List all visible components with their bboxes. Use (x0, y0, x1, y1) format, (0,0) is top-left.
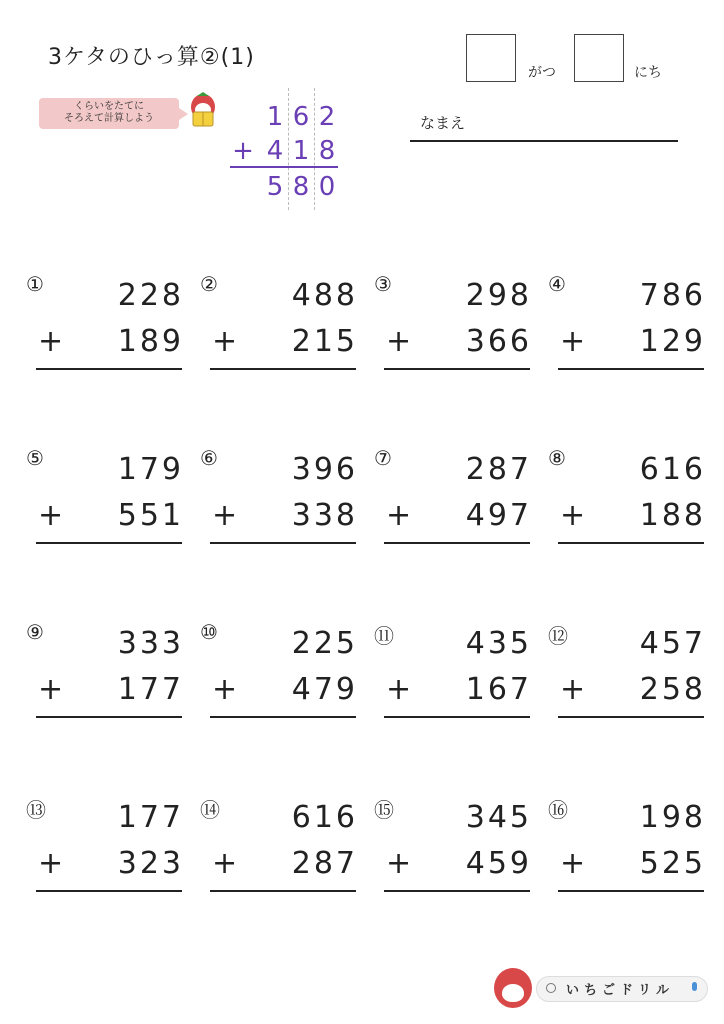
problem-operator: + (560, 324, 586, 359)
problem-bottom-number: 129 (639, 324, 706, 359)
problem-number: ⑥ (200, 446, 218, 470)
problem-operator: + (386, 324, 412, 359)
problem-bottom-number: 366 (465, 324, 532, 359)
example-digit: 8 (318, 136, 336, 166)
problem-top-number: 345 (465, 800, 532, 835)
answer-line[interactable] (210, 368, 356, 370)
problem-operator: + (212, 846, 238, 881)
answer-line[interactable] (210, 542, 356, 544)
example-sum-line (230, 166, 338, 168)
problem-operator: + (560, 846, 586, 881)
problem-card (200, 794, 360, 924)
problem-number: ⑦ (374, 446, 392, 470)
month-input-box[interactable] (466, 34, 516, 82)
problem-card (374, 794, 534, 924)
mic-icon (692, 982, 697, 991)
problem-top-number: 298 (465, 278, 532, 313)
problem-top-number: 786 (639, 278, 706, 313)
answer-line[interactable] (36, 716, 182, 718)
day-input-box[interactable] (574, 34, 624, 82)
answer-line[interactable] (36, 890, 182, 892)
problem-bottom-number: 177 (117, 672, 184, 707)
problem-number: ⑧ (548, 446, 566, 470)
problem-card (374, 272, 534, 402)
example-digit: 6 (292, 102, 310, 132)
problem-top-number: 287 (465, 452, 532, 487)
hint-bubble (39, 98, 179, 129)
problem-operator: + (386, 672, 412, 707)
problem-top-number: 435 (465, 626, 532, 661)
problem-card (200, 620, 360, 750)
problem-top-number: 488 (291, 278, 358, 313)
problem-card (548, 446, 708, 576)
problem-top-number: 177 (117, 800, 184, 835)
problem-number: ① (26, 272, 44, 296)
example-digit: 5 (266, 172, 284, 202)
problem-bottom-number: 215 (291, 324, 358, 359)
problem-card (548, 620, 708, 750)
problem-bottom-number: 551 (117, 498, 184, 533)
problem-card (26, 794, 186, 924)
problem-bottom-number: 497 (465, 498, 532, 533)
problem-bottom-number: 287 (291, 846, 358, 881)
problem-number: ⑪ (374, 624, 394, 648)
problem-bottom-number: 188 (639, 498, 706, 533)
problem-top-number: 616 (639, 452, 706, 487)
example-digit: 1 (292, 136, 310, 166)
hint-line-2: そろえて計算しよう (64, 113, 154, 124)
example-digit: 2 (318, 102, 336, 132)
problem-number: ⑨ (26, 620, 44, 644)
name-label: なまえ (420, 114, 466, 132)
answer-line[interactable] (210, 890, 356, 892)
problem-card (374, 446, 534, 576)
problem-card (26, 620, 186, 750)
problem-number: ⑯ (548, 798, 568, 822)
answer-line[interactable] (558, 716, 704, 718)
problem-top-number: 616 (291, 800, 358, 835)
example-digit: 1 (266, 102, 284, 132)
problem-bottom-number: 525 (639, 846, 706, 881)
problem-card (26, 446, 186, 576)
problem-top-number: 457 (639, 626, 706, 661)
problem-top-number: 225 (291, 626, 358, 661)
answer-line[interactable] (384, 368, 530, 370)
example-digit: 4 (266, 136, 284, 166)
problem-operator: + (560, 498, 586, 533)
month-label: がつ (528, 65, 556, 81)
problem-number: ⑤ (26, 446, 44, 470)
problem-number: ③ (374, 272, 392, 296)
problem-operator: + (38, 672, 64, 707)
problem-operator: + (38, 324, 64, 359)
problem-bottom-number: 167 (465, 672, 532, 707)
problem-card (200, 446, 360, 576)
answer-line[interactable] (384, 716, 530, 718)
problem-bottom-number: 323 (117, 846, 184, 881)
problem-number: ⑬ (26, 798, 46, 822)
problem-operator: + (560, 672, 586, 707)
problem-number: ④ (548, 272, 566, 296)
search-icon (546, 983, 556, 993)
problem-operator: + (386, 498, 412, 533)
problem-card (200, 272, 360, 402)
problem-bottom-number: 258 (639, 672, 706, 707)
answer-line[interactable] (384, 542, 530, 544)
day-label: にち (634, 65, 662, 81)
problem-bottom-number: 189 (117, 324, 184, 359)
name-line[interactable] (410, 140, 678, 142)
problem-top-number: 179 (117, 452, 184, 487)
problem-card (548, 272, 708, 402)
example-operator: + (232, 136, 254, 166)
problem-card (26, 272, 186, 402)
answer-line[interactable] (210, 716, 356, 718)
page-title: 3ケタのひっ算②(1) (48, 45, 255, 70)
problem-number: ⑫ (548, 624, 568, 648)
brand-name: いちごドリル (566, 983, 675, 998)
problem-number: ⑮ (374, 798, 394, 822)
answer-line[interactable] (384, 890, 530, 892)
problem-operator: + (212, 498, 238, 533)
problem-top-number: 198 (639, 800, 706, 835)
problem-number: ② (200, 272, 218, 296)
answer-line[interactable] (558, 542, 704, 544)
logo-face (502, 984, 524, 1002)
problem-operator: + (212, 672, 238, 707)
problem-card (374, 620, 534, 750)
problem-bottom-number: 479 (291, 672, 358, 707)
problem-top-number: 333 (117, 626, 184, 661)
problem-top-number: 228 (117, 278, 184, 313)
answer-line[interactable] (558, 368, 704, 370)
problem-number: ⑩ (200, 620, 218, 644)
strawberry-character-icon (186, 92, 220, 130)
problem-bottom-number: 338 (291, 498, 358, 533)
problem-card (548, 794, 708, 924)
answer-line[interactable] (558, 890, 704, 892)
example-digit: 0 (318, 172, 336, 202)
problem-number: ⑭ (200, 798, 220, 822)
problem-operator: + (38, 498, 64, 533)
answer-line[interactable] (36, 368, 182, 370)
problem-operator: + (212, 324, 238, 359)
example-digit: 8 (292, 172, 310, 202)
answer-line[interactable] (36, 542, 182, 544)
problem-top-number: 396 (291, 452, 358, 487)
hint-line-1: くらいをたてに (74, 101, 144, 112)
problem-bottom-number: 459 (465, 846, 532, 881)
problem-operator: + (386, 846, 412, 881)
problem-operator: + (38, 846, 64, 881)
